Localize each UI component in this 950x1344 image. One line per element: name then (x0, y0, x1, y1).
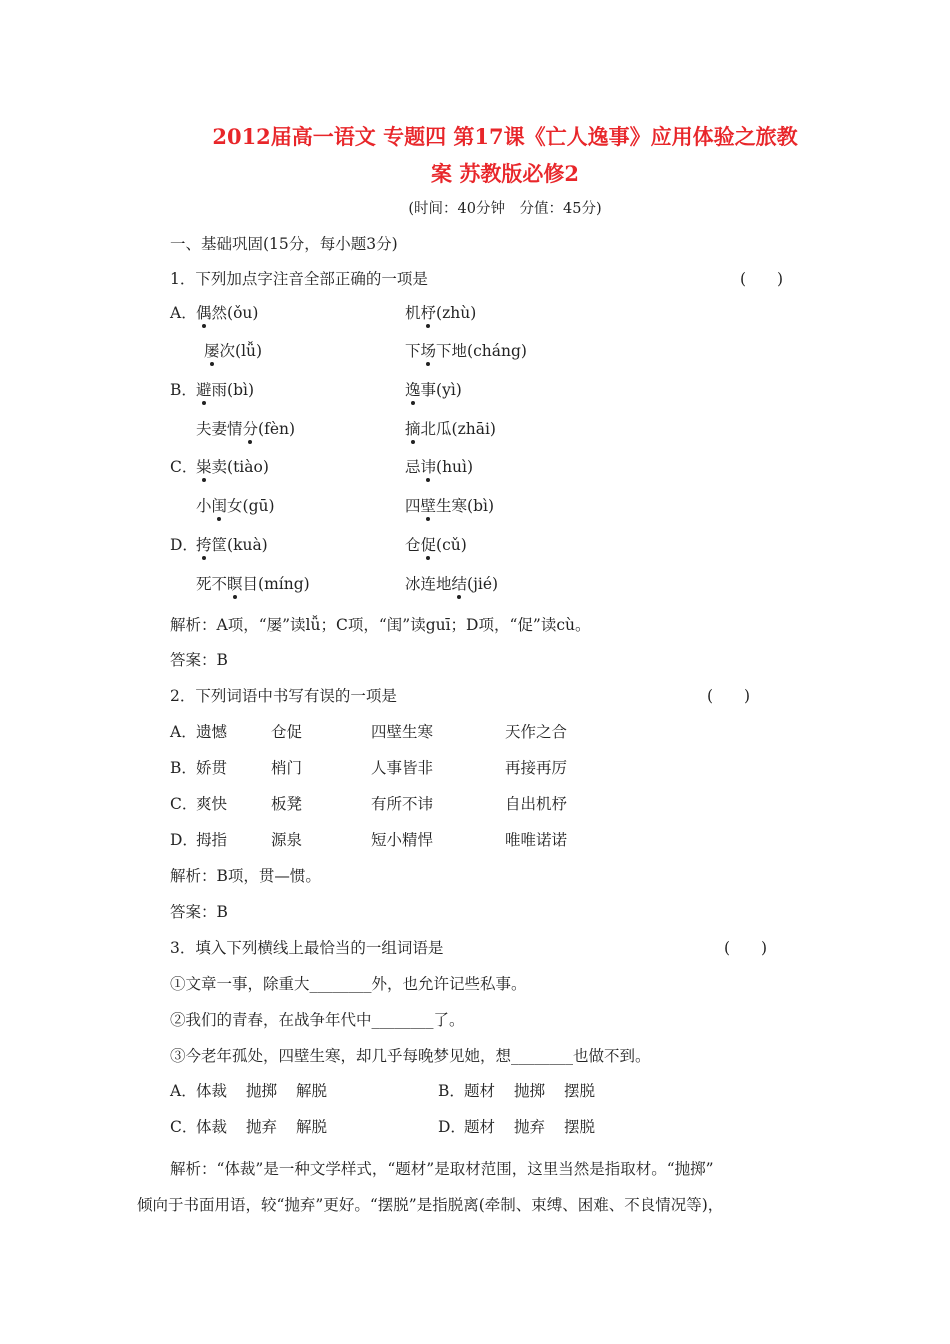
dotted-char: 闺 (211, 497, 228, 515)
q1-c-item-3: 小闺女(gū) (196, 497, 275, 515)
q2-word: 天作之合 (505, 723, 568, 741)
section-heading: 一、基础巩固(15分，每小题3分) (170, 235, 398, 253)
q2-word: 短小精悍 (371, 831, 434, 849)
q3-sentence-3: ③今老年孤处，四壁生寒，却几乎每晚梦见她，想________也做不到。 (170, 1047, 651, 1065)
doc-title-line-2: 案 苏教版必修2 (431, 161, 579, 186)
q2-word: 板凳 (271, 795, 303, 813)
q2-answer-paren: ( ) (707, 687, 751, 705)
dotted-char: 摘 (405, 420, 421, 438)
q3-option-a-label: A． (170, 1082, 197, 1100)
q2-word: 娇贯 (196, 759, 228, 777)
q1-option-d-label: D． (170, 536, 198, 554)
q2-word: 再接再厉 (505, 759, 568, 777)
q2-row-c-label: C． (170, 795, 198, 813)
q2-row-b-label: B． (170, 759, 197, 777)
q2-row-d-label: D． (170, 831, 198, 849)
q3-answer-paren: ( ) (724, 939, 768, 957)
q3-sentence-2: ②我们的青春，在战争年代中________了。 (170, 1011, 465, 1029)
q2-word: 人事皆非 (371, 759, 434, 777)
dotted-char: 分 (242, 420, 259, 438)
q1-a-item-4: 下场下地(cháng) (405, 342, 527, 360)
q2-word: 四壁生寒 (371, 723, 434, 741)
q3-word: 题材 (464, 1082, 496, 1100)
q2-word: 拇指 (196, 831, 228, 849)
q2-analysis: 解析：B项，贯—惯。 (170, 867, 321, 885)
q1-option-c-label: C． (170, 458, 198, 476)
q3-word: 解脱 (296, 1082, 328, 1100)
q3-analysis-line-2: 倾向于书面用语，较“抛弃”更好。“摆脱”是指脱离(牵制、束缚、困难、不良情况等)， (137, 1196, 724, 1214)
q2-stem: 2．下列词语中书写有误的一项是 (170, 687, 397, 705)
dotted-char: 瞑 (227, 575, 243, 593)
q1-a-item-1: 偶然(ǒu) (196, 304, 259, 322)
q1-d-item-1: 挎筐(kuà) (196, 536, 268, 554)
q2-word: 有所不讳 (371, 795, 434, 813)
q2-word: 爽快 (196, 795, 228, 813)
q1-b-item-3: 夫妻情分(fèn) (196, 420, 296, 438)
q3-word: 体裁 (196, 1082, 228, 1100)
q1-analysis: 解析：A项，“屡”读lǚ；C项，“闺”读guī；D项，“促”读cù。 (170, 616, 591, 634)
q2-row-a-label: A． (170, 723, 197, 741)
dotted-char: 结 (451, 575, 468, 593)
q1-stem: 1．下列加点字注音全部正确的一项是 (170, 270, 428, 288)
q1-c-item-1: 粜卖(tiào) (196, 458, 269, 476)
q2-word: 自出机杼 (505, 795, 568, 813)
dotted-char: 逸 (405, 381, 421, 399)
q1-b-item-4: 摘北瓜(zhāi) (405, 420, 496, 438)
q1-answer-paren: ( ) (740, 270, 784, 288)
q3-word: 抛掷 (514, 1082, 546, 1100)
dotted-char: 屡 (204, 342, 220, 360)
q1-option-a-label: A． (170, 304, 197, 322)
q3-option-d-label: D． (438, 1118, 466, 1136)
q3-option-b-label: B． (438, 1082, 465, 1100)
q3-word: 解脱 (296, 1118, 328, 1136)
doc-subtitle: (时间：40分钟 分值：45分) (408, 201, 602, 217)
q1-c-item-4: 四壁生寒(bì) (405, 497, 495, 515)
q1-d-item-3: 死不瞑目(míng) (196, 575, 310, 593)
q2-word: 唯唯诺诺 (505, 831, 568, 849)
dotted-char: 促 (420, 536, 437, 554)
q3-word: 抛弃 (246, 1118, 278, 1136)
dotted-char: 杼 (420, 304, 437, 322)
q3-word: 体裁 (196, 1118, 228, 1136)
q1-c-item-2: 忌讳(huì) (405, 458, 474, 476)
q3-option-c-label: C． (170, 1118, 198, 1136)
q2-word: 源泉 (271, 831, 303, 849)
q3-word: 摆脱 (564, 1082, 596, 1100)
q1-b-item-1: 避雨(bì) (196, 381, 254, 399)
q3-sentence-1: ①文章一事，除重大________外，也允许记些私事。 (170, 975, 527, 993)
q1-a-item-3: 屡次(lǚ) (204, 342, 263, 360)
dotted-char: 讳 (420, 458, 437, 476)
q1-answer: 答案：B (170, 651, 228, 669)
q1-d-item-2: 仓促(cǔ) (405, 536, 467, 554)
q2-word: 遗憾 (196, 723, 228, 741)
dotted-char: 避 (196, 381, 212, 399)
q1-option-b-label: B． (170, 381, 197, 399)
doc-title-line-1: 2012届高一语文 专题四 第17课《亡人逸事》应用体验之旅教 (212, 124, 798, 149)
q3-word: 题材 (464, 1118, 496, 1136)
q1-b-item-2: 逸事(yì) (405, 381, 462, 399)
q1-d-item-4: 冰连地结(jié) (405, 575, 499, 593)
q1-a-item-2: 机杼(zhù) (405, 304, 477, 322)
q2-answer: 答案：B (170, 903, 228, 921)
dotted-char: 壁 (420, 497, 437, 515)
q3-word: 抛掷 (246, 1082, 278, 1100)
dotted-char: 粜 (196, 458, 212, 476)
q3-stem: 3．填入下列横线上最恰当的一组词语是 (170, 939, 444, 957)
dotted-char: 偶 (196, 304, 212, 322)
q2-word: 仓促 (271, 723, 303, 741)
q3-analysis-line-1: 解析：“体裁”是一种文学样式，“题材”是取材范围，这里当然是指取材。“抛掷” (170, 1160, 714, 1178)
dotted-char: 场 (420, 342, 437, 360)
dotted-char: 挎 (196, 536, 212, 554)
q2-word: 梢门 (271, 759, 303, 777)
q3-word: 摆脱 (564, 1118, 596, 1136)
q3-word: 抛弃 (514, 1118, 546, 1136)
